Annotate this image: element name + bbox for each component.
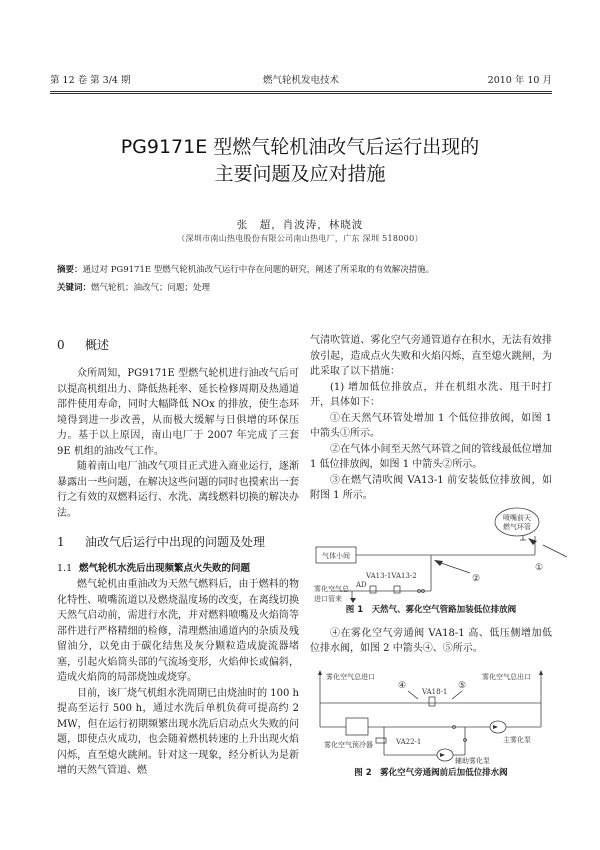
abstract-label: 摘要： — [57, 265, 83, 275]
figure-1-diagram — [310, 508, 552, 604]
section-title: 概述 — [85, 338, 110, 352]
paper-title-line2: 主要问题及应对措施 — [214, 163, 386, 185]
aux-pump-label: 辅助雾化泵 — [455, 756, 490, 765]
figure-1 — [310, 508, 552, 616]
issue-date: 2010 年 10 月 — [487, 75, 552, 86]
arrow-2-marker: ② — [472, 573, 481, 584]
figure-2-diagram — [310, 667, 552, 765]
section-1-heading — [57, 533, 299, 551]
figure-2-caption: 图 2 雾化空气旁通阀前后加低位排水阀 — [354, 767, 508, 778]
section-number: 1 — [57, 535, 65, 549]
abstract — [57, 264, 557, 277]
authors: 张 超，肖波涛，林晓波 — [236, 219, 364, 231]
valves-label: VA13-1VA13-2 — [366, 571, 417, 580]
item-1: ①在天然气环管处增加 1 个低位排放阀，如图 1 中箭头①所示。 — [310, 412, 552, 439]
section-0-heading — [57, 336, 299, 354]
keywords-label: 关键词： — [57, 283, 92, 293]
arrow-1-marker: ① — [535, 562, 544, 573]
keywords-text: 燃气轮机；油改气；问题；处理 — [91, 283, 211, 293]
left-column — [57, 336, 299, 779]
ad-label: AD — [356, 580, 367, 589]
figure-1-caption: 图 1 天然气、雾化空气管路加装低位排放阀 — [345, 604, 517, 615]
ring-label-2: 燃气环管 — [503, 522, 531, 531]
header-rule-double — [50, 93, 552, 94]
paragraph: 众所周知，PG9171E 型燃气轮机进行油改气后可以提高机组出力、降低热耗率、延长检修周期及热通道部件使用寿命，同时大幅降低 NOx 的排放，使生态环境得到进一步改善，从而极大缓解与日俱增的环保压力。基于以上原因，南山电厂于 2007 年完成了三套 9E 机组的油改气工作。 — [57, 368, 299, 457]
measure-1: (1) 增加低位排放点，并在机组水洗、甩干时打开，具体如下： — [310, 381, 552, 408]
bypass-valve-label: VA18-1 — [422, 687, 448, 696]
inlet-label-1: 雾化空气总 — [314, 584, 349, 593]
valve-va22-label: VA22-1 — [396, 737, 422, 746]
paragraph: 燃气轮机由重油改为天然气燃料后，由于燃料的物化特性、喷嘴流道以及燃烧温度场的改变，在离线切换天然气启动前，需进行水洗，并对燃料喷嘴及火焰筒等部件进行严格精细的检修，清理燃油通道内的杂质及残留油分，以免由于碳化结焦及灰分颗粒造成旋流器堵塞，引起火焰筒头部的气流场变形，火焰伸长或偏斜，造成火焰筒的局部烧蚀或烧穿。 — [57, 579, 299, 683]
abstract-text: 通过对 PG9171E 型燃气轮机油改气运行中存在问题的研究，阐述了所采取的有效解决措施。 — [82, 265, 435, 275]
item-2: ②在气体小间至天然气环管之间的管线最低位增加 1 低位排放阀，如图 1 中箭头②所示。 — [310, 443, 552, 470]
item-4: ④在雾化空气旁通阀 VA18-1 高、低压侧增加低位排水阀，如图 2 中箭头④、⑤所示。 — [310, 627, 552, 654]
arrow-5-marker: ⑤ — [458, 680, 467, 691]
paper-title-line1: PG9171E 型燃气轮机油改气后运行出现的 — [120, 136, 480, 158]
gas-room-label: 气体小间 — [322, 551, 350, 560]
arrow-4-marker: ④ — [398, 680, 407, 691]
paragraph: 目前，该厂烧气机组水洗周期已由烧油时的 100 h 提高至运行 500 h，通过水洗后单机负荷可提高约 2 MW，但在运行初期频繁出现水洗后启动点火失败的问题，即使点火成功，也会随着燃机转速的上升出现火焰闪烁，直至熄火跳闸。针对这一现象，经分析认为是新增的天然气管道、燃 — [57, 687, 299, 776]
subsection-number: 1.1 — [57, 563, 73, 574]
section-title: 油改气后运行中出现的问题及处理 — [85, 535, 266, 549]
main-pump-label: 主雾化泵 — [503, 735, 531, 744]
outlet-label: 雾化空气总出口 — [482, 672, 531, 681]
item-3: ③在燃气清吹阀 VA13-1 前安装低位排放阀，如附图 1 所示。 — [310, 474, 552, 501]
journal-name: 燃气轮机发电技术 — [262, 75, 339, 86]
ring-label-1: 喷嘴前天 — [503, 513, 531, 522]
paragraph: 随着南山电厂油改气项目正式进入商业运行，逐渐暴露出一些问题，在解决这些问题的同时也摸索出一套行之有效的双燃料运行、水洗、离线燃料切换的解决办法。 — [57, 461, 299, 519]
header-rule — [50, 91, 552, 92]
affiliation: （深圳市南山热电股份有限公司南山热电厂，广东 深圳 518000） — [177, 234, 423, 243]
inlet-label-2: 进口管来 — [314, 594, 342, 603]
keywords — [57, 282, 557, 295]
right-column — [310, 333, 552, 779]
inlet-label: 雾化空气总进口 — [326, 672, 375, 681]
running-header — [50, 74, 552, 88]
figure-2 — [310, 667, 552, 779]
volume-issue: 第 12 卷 第 3/4 期 — [50, 75, 131, 86]
subsection-1-1-heading — [57, 561, 299, 576]
subsection-title: 燃气轮机水洗后出现频繁点火失败的问题 — [79, 563, 251, 574]
paragraph: 气清吹管道、雾化空气旁通管道存在积水，无法有效排放引起，造成点火失败和火焰闪烁，直至熄火跳闸，为此采取了以下措施： — [310, 335, 552, 377]
precooler-label: 雾化空气预冷器 — [324, 740, 373, 749]
section-number: 0 — [57, 338, 65, 352]
